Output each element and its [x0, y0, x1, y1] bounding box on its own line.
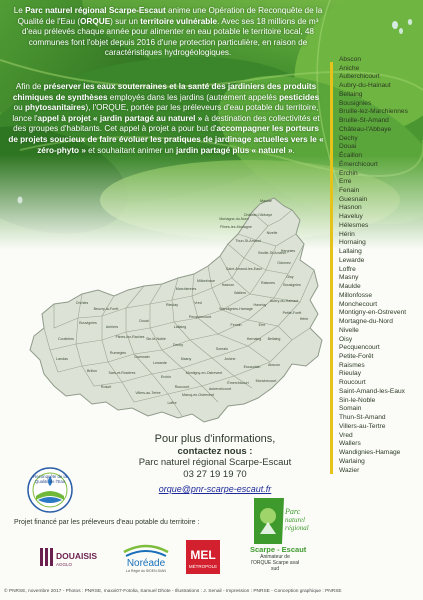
commune-item: Petite-Forêt: [339, 352, 374, 360]
commune-item: Raismes: [339, 361, 365, 369]
map-commune-label: Château-l'Abbaye: [243, 213, 273, 217]
commune-item: Masny: [339, 274, 359, 282]
map-commune-label: Bousignies: [283, 283, 301, 287]
commune-item: Pecquencourt: [339, 344, 380, 352]
map-commune-label: Monchecourt: [255, 379, 277, 383]
map-commune-label: Maulde: [260, 199, 272, 203]
commune-list-panel: [330, 56, 420, 476]
commune-item: Monchecourt: [339, 300, 378, 308]
map-commune-label: Landas: [56, 357, 68, 361]
map-commune-label: Fenain: [230, 323, 242, 327]
map-commune-label: Montigny-en-Ostrevent: [185, 371, 223, 375]
map-commune-label: Lallaing: [173, 325, 187, 329]
map-commune-label: Villers-au-Tertre: [135, 391, 161, 395]
map-commune-label: Abscon: [268, 363, 280, 367]
commune-item: Château-l'Abbaye: [339, 125, 392, 133]
commune-item: Haveluy: [339, 213, 363, 221]
commune-item: Bousignies: [339, 99, 372, 107]
map-commune-label: Sars-et-Rosières: [108, 371, 136, 375]
commune-item: Wallers: [339, 440, 361, 448]
commune-item: Millonfosse: [339, 291, 372, 299]
map-commune-label: Flines-lez-Mortagne: [220, 225, 252, 229]
douaisis-agglo-logo: [40, 546, 98, 568]
map-commune-label: Guesnain: [134, 355, 150, 359]
map-commune-label: Marcq-en-Ostrevent: [182, 393, 214, 397]
map-commune-label: Vred: [194, 301, 202, 305]
commune-item: Émerchicourt: [339, 160, 378, 168]
map-commune-label: Petite-Forêt: [282, 311, 302, 315]
map-commune-label: Hasnon: [221, 283, 235, 287]
map-commune-label: Émerchicourt: [227, 381, 249, 385]
commune-item: Montigny-en-Ostrevent: [339, 309, 407, 317]
commune-item: Maulde: [339, 283, 361, 291]
commune-item: Hérin: [339, 230, 355, 238]
pnr-logo-line2: naturel: [285, 516, 305, 524]
map-commune-label: Brillon: [87, 369, 97, 373]
map-commune-label: Beuvry-la-Forêt: [93, 307, 119, 311]
contact-block: [100, 433, 330, 495]
commune-item: Bruille-lez-Marchiennes: [339, 108, 408, 116]
map-commune-label: Millonfosse: [197, 279, 215, 283]
map-commune-label: Hornaing: [246, 337, 262, 341]
commune-item: Hornaing: [339, 239, 366, 247]
map-commune-label: Hergnies: [280, 249, 296, 253]
commune-item: Vred: [339, 431, 353, 439]
commune-item: Rieulay: [339, 370, 361, 378]
commune-item: Sin-le-Noble: [339, 396, 376, 404]
map-commune-label: Bellaing: [267, 337, 281, 341]
map-commune-label: Sin-le-Noble: [146, 337, 166, 341]
map-commune-label: Lewarde: [153, 361, 167, 365]
commune-item: Somain: [339, 405, 362, 413]
map-commune-label: Wandignies-Hamage: [219, 307, 253, 311]
commune-item: Nivelle: [339, 326, 359, 334]
map-commune-label: Thun-St-Amand: [235, 239, 261, 243]
map-commune-label: Erchin: [160, 375, 172, 379]
commune-list: [339, 56, 408, 475]
map-commune-label: Rosult: [100, 385, 112, 389]
map-commune-label: Escaudain: [243, 365, 261, 369]
commune-item: Guesnain: [339, 195, 368, 203]
map-commune-label: Saint-Amand-les-Eaux: [226, 267, 262, 271]
commune-item: Villers-au-Tertre: [339, 422, 386, 430]
map-commune-label: Oisy: [286, 275, 294, 279]
commune-item: Loffre: [339, 265, 356, 273]
map-commune-label: Pecquencourt: [188, 315, 212, 319]
map-commune-label: Wallers: [234, 291, 246, 295]
contact-heading: Pour plus d'informations,: [154, 433, 276, 445]
map-commune-label: Raismes: [261, 281, 275, 285]
noreade-logo: [118, 538, 174, 574]
commune-item: Thun-St-Amand: [339, 414, 386, 422]
map-commune-label: Dechy: [172, 343, 184, 347]
contact-organization: Parc naturel régional Scarpe-Escaut: [138, 457, 292, 468]
commune-item: Erre: [339, 178, 352, 186]
map-commune-label: Anhiers: [105, 325, 119, 329]
pnr-caption: Animateur de l'ORQUE Scarpe aval sud: [250, 554, 300, 572]
map-commune-label: Somain: [215, 347, 229, 351]
commune-item: Dechy: [339, 134, 358, 142]
commune-item: Hasnon: [339, 204, 362, 212]
commune-item: Auberchicourt: [339, 73, 380, 81]
commune-item: Bruille-St-Amand: [339, 117, 389, 125]
commune-item: Fenain: [339, 187, 360, 195]
douaisis-sublabel: AGGLO: [56, 562, 73, 567]
map-commune-label: Rieulay: [166, 303, 178, 307]
commune-item: Hélesmes: [339, 221, 369, 229]
map-commune-label: Aniche: [224, 357, 236, 361]
commune-item: Mortagne-du-Nord: [339, 318, 393, 326]
commune-item: Abscon: [339, 56, 361, 63]
pnr-logo-line3: régional: [285, 524, 309, 532]
commune-item: Warlaing: [339, 457, 365, 465]
mel-sublabel: MÉTROPOLE: [188, 564, 218, 569]
commune-item: Saint-Amand-les-Eaux: [339, 387, 405, 395]
seal-caption: Reconquête de la Qualité de l'Eau: [33, 474, 67, 485]
mel-label: MEL: [190, 548, 216, 562]
credits-footer: © PNRSE, novembre 2017 - Photos : PNRSE, maxxi07-Fotolia, Samuel Dhote - Illustrations : J. Senail - Impression : PNRSE - Conception graphique : PNRSE: [4, 589, 342, 594]
map-commune-label: Auberchicourt: [208, 387, 232, 391]
map-commune-label: Marchiennes: [175, 287, 197, 291]
commune-item: Douai: [339, 143, 357, 151]
map-commune-label: Orchies: [75, 301, 89, 305]
call-paragraph: Afin de préserver les eaux souterraines et la santé des jardiniers des produits chimiques de synthèses employés dans les jardins (autrement appelés pesticides ou phytosanitaires), l'ORQUE, portée par les préleveurs d'eau potable du territoire, lance l'appel à projet « jardin partagé au naturel » à destination des collectivités et des groupes d'habitants. Cet appel à projet a pour but d'accompagner les porteurs de projets soucieux de faire évoluer les pratiques de jardinage actuelles vers le « zéro-phyto » et souhaitant animer un jardin partagé plus « naturel ».: [8, 82, 324, 155]
commune-item: Aubry-du-Hainaut: [339, 82, 391, 90]
intro-paragraph: Le Parc naturel régional Scarpe-Escaut anime une Opération de Reconquête de la Qualité de l'Eau (ORQUE) sur un territoire vulnérable. Avec ses 18 millions de m³ d'eau prélevés chaque année pour alimenter en eau potable le territoire local, 48 communes font l'objet depuis 2016 d'une protection particulière, en raison de caractéristiques hydrogéologiques.: [13, 6, 323, 58]
map-commune-label: Masny: [180, 357, 192, 361]
map-commune-label: Roucourt: [174, 385, 190, 389]
map-commune-label: Odomez: [277, 261, 291, 265]
commune-item: Wandignies-Hamage: [339, 449, 401, 457]
commune-item: Wazier: [339, 466, 360, 474]
map-commune-label: Rumegies: [109, 351, 127, 355]
commune-item: Aniche: [339, 64, 360, 72]
contact-phone[interactable]: 03 27 19 19 70: [183, 469, 247, 480]
map-commune-label: Erre: [258, 323, 266, 327]
map-commune-label: Mortagne-du-Nord: [219, 217, 249, 221]
map-commune-label: Bouvignies: [79, 321, 97, 325]
funded-by-text: Projet financé par les préleveurs d'eau potable du territoire :: [14, 519, 200, 526]
map-commune-label: Nivelle: [266, 231, 278, 235]
noreade-label: Noréade: [126, 558, 166, 569]
territory-map: [22, 190, 342, 430]
map-commune-label: Loffre: [167, 401, 177, 405]
map-commune-label: Hérin: [299, 317, 309, 321]
commune-item: Oisy: [339, 335, 353, 343]
noreade-sublabel: La Régie du SIDEN-SIAN: [126, 569, 166, 573]
contact-subheading: contactez nous :: [177, 446, 253, 457]
contact-email-link[interactable]: orque@pnr-scarpe-escaut.fr: [158, 484, 272, 494]
commune-item: Erchin: [339, 169, 358, 177]
commune-item: Lewarde: [339, 256, 365, 264]
mel-metropole-logo: [186, 540, 220, 574]
map-commune-label: Bruille-St-Amand: [258, 251, 286, 255]
map-commune-label: Haveluy: [253, 303, 267, 307]
map-commune-label: Aubry-du-Hainaut: [269, 299, 299, 303]
commune-item: Bellaing: [339, 90, 363, 98]
map-commune-label: Douai: [139, 319, 149, 323]
map-commune-label: Coutiches: [58, 337, 74, 341]
commune-item: Lallaing: [339, 248, 362, 256]
douaisis-label: DOUAISIS: [56, 551, 98, 561]
pnr-logo-line1: Parc: [285, 507, 301, 516]
commune-item: Roucourt: [339, 379, 366, 387]
map-commune-label: Flines-lez-Raches: [115, 335, 145, 339]
funder-logos: [0, 534, 230, 582]
pnr-logo-line4: Scarpe - Escaut: [250, 545, 307, 554]
commune-item: Écaillon: [339, 152, 363, 160]
